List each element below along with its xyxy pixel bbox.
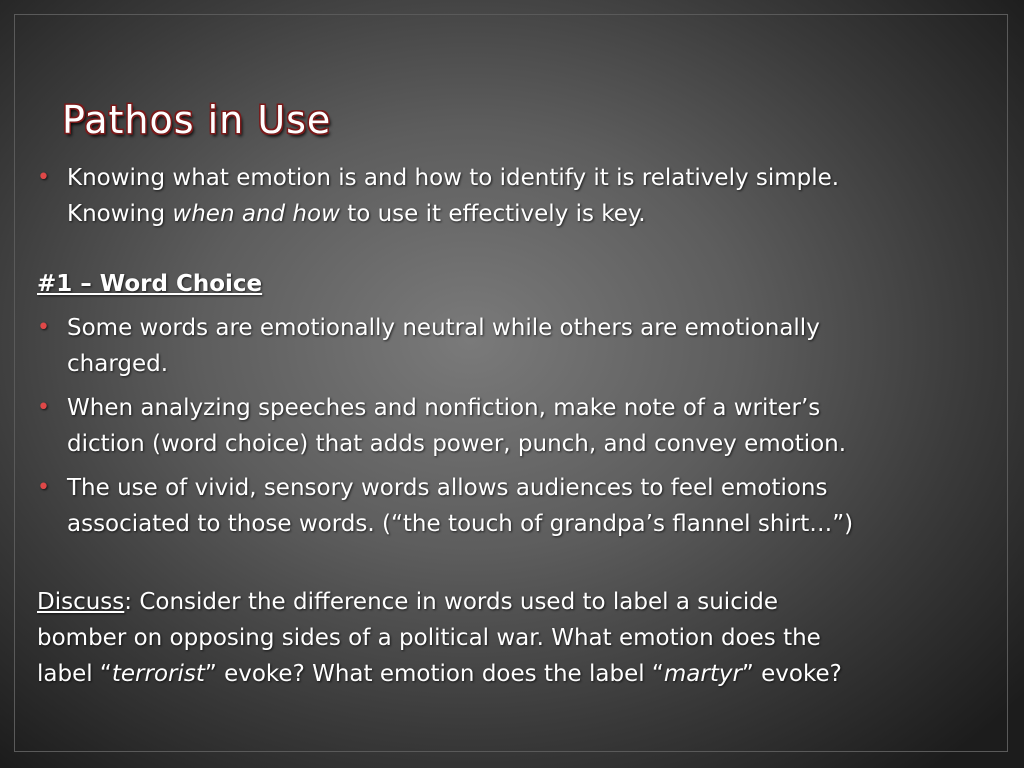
slide-title: Pathos in Use bbox=[62, 98, 332, 142]
term-terrorist: terrorist bbox=[111, 661, 205, 687]
bullet-text: Knowing what emotion is and how to identify it is relatively simple. bbox=[67, 165, 840, 191]
emphasis-text: when and how bbox=[172, 201, 340, 227]
bullet-knowing bbox=[37, 160, 987, 232]
discuss-paragraph bbox=[37, 584, 987, 692]
bullet-neutral-words bbox=[37, 310, 987, 382]
bullet-diction bbox=[37, 390, 987, 462]
bullet-dot-icon: • bbox=[37, 475, 50, 500]
bullet-dot-icon: • bbox=[37, 165, 50, 190]
bullet-sensory-words bbox=[37, 470, 987, 542]
bullet-dot-icon: • bbox=[37, 315, 50, 340]
bullet-text: charged. bbox=[67, 351, 169, 377]
term-martyr: martyr bbox=[663, 661, 742, 687]
discuss-text: ” evoke? What emotion does the label “ bbox=[204, 661, 664, 687]
bullet-text: diction (word choice) that adds power, punch, and convey emotion. bbox=[67, 431, 847, 457]
discuss-text: label “ bbox=[37, 661, 112, 687]
bullet-text: The use of vivid, sensory words allows audiences to feel emotions bbox=[67, 475, 828, 501]
bullet-text: Knowing bbox=[67, 201, 173, 227]
discuss-text: Consider the difference in words used to label a suicide bbox=[139, 589, 778, 615]
discuss-colon: : bbox=[124, 589, 140, 615]
discuss-label: Discuss bbox=[37, 589, 125, 615]
section-heading: #1 – Word Choice bbox=[37, 271, 263, 297]
bullet-text: associated to those words. (“the touch of grandpa’s flannel shirt…”) bbox=[67, 511, 854, 537]
slide-content bbox=[37, 160, 987, 692]
bullet-text: to use it effectively is key. bbox=[339, 201, 646, 227]
bullet-text: Some words are emotionally neutral while others are emotionally bbox=[67, 315, 820, 341]
discuss-text: ” evoke? bbox=[741, 661, 842, 687]
bullet-dot-icon: • bbox=[37, 395, 50, 420]
discuss-text: bomber on opposing sides of a political war. What emotion does the bbox=[37, 625, 821, 651]
bullet-text: When analyzing speeches and nonfiction, make note of a writer’s bbox=[67, 395, 821, 421]
